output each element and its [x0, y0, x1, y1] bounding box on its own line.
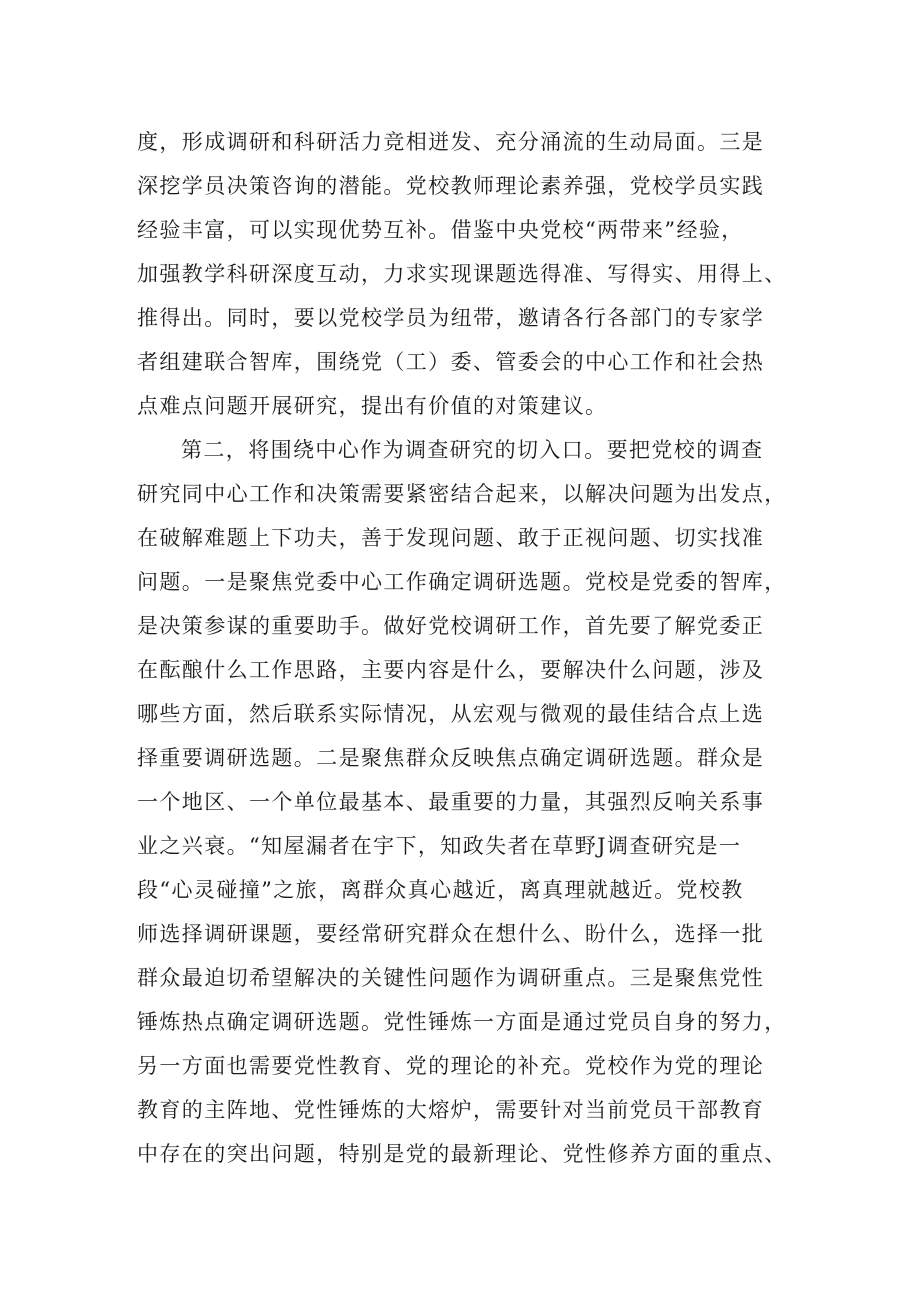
text-line: 深挖学员决策咨询的潜能。党校教师理论素养强，党校学员实践 [137, 174, 765, 198]
text-line: 择重要调研选题。二是聚焦群众反映焦点确定调研选题。群众是 [137, 746, 765, 770]
text-line: 锤炼热点确定调研选题。党性锤炼一方面是通过党员自身的努力， [137, 1010, 787, 1034]
text-line: 师选择调研课题，要经常研究群众在想什么、盼什么，选择一批 [137, 922, 765, 946]
text-line: 问题。一是聚焦党委中心工作确定调研选题。党校是党委的智库， [137, 570, 787, 594]
text-line: 经验丰富，可以实现优势互补。借鉴中央党校“两带来”经验， [137, 218, 744, 242]
paragraph-start-line: 第二，将围绕中心作为调查研究的切入口。要把党校的调查 [181, 438, 764, 462]
text-line: 加强教学科研深度互动，力求实现课题选得准、写得实、用得上、 [137, 262, 787, 286]
text-line: 研究同中心工作和决策需要紧密结合起来，以解决问题为出发点， [137, 482, 787, 506]
text-line: 哪些方面，然后联系实际情况，从宏观与微观的最佳结合点上选 [137, 702, 765, 726]
text-line: 一个地区、一个单位最基本、最重要的力量，其强烈反响关系事 [137, 790, 765, 814]
text-line: 推得出。同时，要以党校学员为纽带，邀请各行各部门的专家学 [137, 306, 765, 330]
body-text [137, 120, 797, 1176]
text-line: 群众最迫切希望解决的关键性问题作为调研重点。三是聚焦党性 [137, 966, 765, 990]
text-line: 业之兴衰。“知屋漏者在宇下，知政失者在草野J调查研究是一 [137, 834, 742, 858]
text-line: 另一方面也需要党性教育、党的理论的补充。党校作为党的理论 [137, 1054, 765, 1078]
text-line: 教育的主阵地、党性锤炼的大熔炉，需要针对当前党员干部教育 [137, 1098, 765, 1122]
text-line: 段“心灵碰撞”之旅，离群众真心越近，离真理就越近。党校教 [137, 878, 744, 902]
text-line: 者组建联合智库，围绕党（工）委、管委会的中心工作和社会热 [137, 350, 765, 374]
text-line: 度，形成调研和科研活力竞相迸发、充分涌流的生动局面。三是 [137, 130, 765, 154]
text-line: 是决策参谋的重要助手。做好党校调研工作，首先要了解党委正 [137, 614, 765, 638]
text-line: 在破解难题上下功夫，善于发现问题、敢于正视问题、切实找准 [137, 526, 765, 550]
text-line: 在酝酿什么工作思路，主要内容是什么，要解决什么问题，涉及 [137, 658, 765, 682]
text-line: 中存在的突出问题，特别是党的最新理论、党性修养方面的重点、 [137, 1142, 787, 1166]
text-line: 点难点问题开展研究，提出有价值的对策建议。 [137, 394, 608, 418]
